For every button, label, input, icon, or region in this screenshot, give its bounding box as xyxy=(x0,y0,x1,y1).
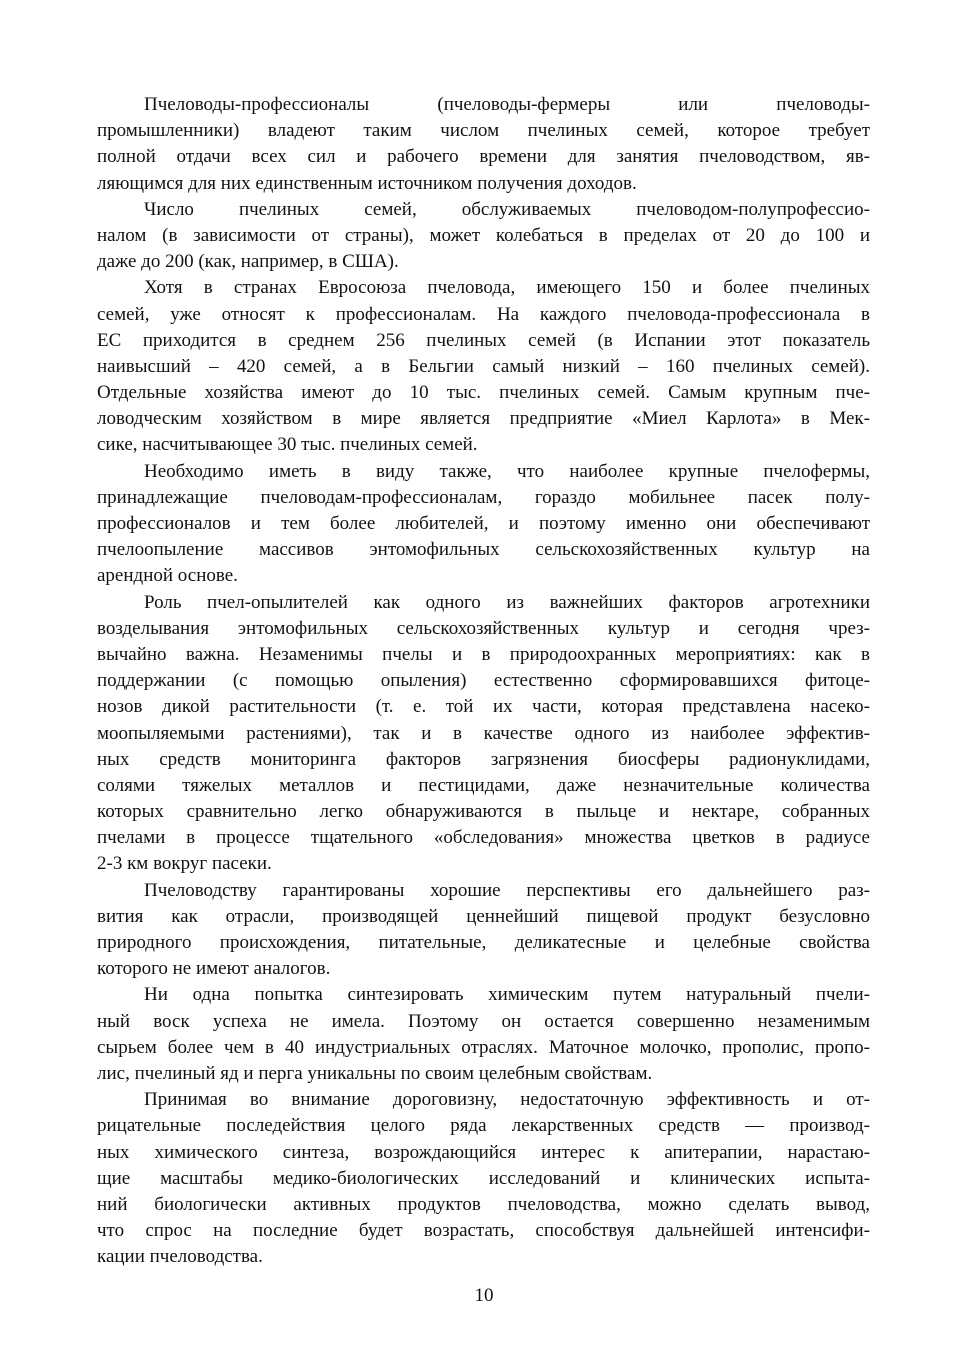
paragraph xyxy=(97,878,870,983)
paragraph xyxy=(97,92,870,197)
text-line: принадлежащие пчеловодам-профессионалам, гораздо мобильнее пасек полу- xyxy=(97,486,870,508)
text-line: Пчеловоды-профессионалы (пчеловоды-фермеры или пчеловоды- xyxy=(144,94,870,115)
text-line: профессионалов и тем более любителей, и поэтому именно они обеспечивают xyxy=(97,513,870,534)
text-line: лис, пчелиный яд и перга уникальны по своим целебным свойствам. xyxy=(97,1062,653,1084)
text-line: возделывания энтомофильных сельскохозяйственных культур и сегодня чрез- xyxy=(97,617,870,639)
text-line: вития как отрасли, производящей ценнейший пищевой продукт безусловно xyxy=(97,905,870,927)
body-text xyxy=(97,92,870,1270)
text-line: кации пчеловодства. xyxy=(97,1246,263,1268)
text-line: 2-3 км вокруг пасеки. xyxy=(97,853,272,875)
paragraph xyxy=(97,1087,870,1270)
paragraph xyxy=(97,590,870,878)
text-line: Отдельные хозяйства имеют до 10 тыс. пчелиных семей. Самым крупным пче- xyxy=(97,382,870,404)
paragraph xyxy=(97,197,870,276)
text-line: что спрос на последние будет возрастать, способствуя дальнейшей интенсифи- xyxy=(97,1220,870,1242)
text-line: арендной основе. xyxy=(97,565,238,587)
text-line: Ни одна попытка синтезировать химическим путем натуральный пчели- xyxy=(144,984,870,1006)
text-line: природного происхождения, питательные, деликатесные и целебные свойства xyxy=(97,932,870,953)
text-line: Принимая во внимание дороговизну, недостаточную эффективность и от- xyxy=(144,1089,870,1111)
text-line: ловодческим хозяйством в мире является предприятие «Миел Карлота» в Мек- xyxy=(97,408,870,430)
text-line: рицательные последействия целого ряда лекарственных средств — производ- xyxy=(97,1115,870,1137)
text-line: семей, уже относят к профессионалам. На каждого пчеловода-профессионала в xyxy=(97,303,870,325)
page-number: 10 xyxy=(474,1285,494,1306)
text-line: ный воск успеха не имела. Поэтому он остается совершенно незаменимым xyxy=(97,1010,870,1032)
text-line: Необходимо иметь в виду также, что наиболее крупные пчелофермы, xyxy=(144,460,870,482)
text-line: Хотя в странах Евросоюза пчеловода, имеющего 150 и более пчелиных xyxy=(144,277,870,299)
text-line: налом (в зависимости от страны), может колебаться в пределах от 20 до 100 и xyxy=(97,224,870,246)
text-line: полной отдачи всех сил и рабочего времени для занятия пчеловодством, яв- xyxy=(97,146,870,168)
text-line: Роль пчел-опылителей как одного из важнейших факторов агротехники xyxy=(144,591,870,613)
text-line: солями тяжелых металлов и пестицидами, даже незначительные количества xyxy=(97,774,870,796)
text-line: Пчеловодству гарантированы хорошие перспективы его дальнейшего раз- xyxy=(144,879,870,901)
text-line: поддержании (с помощью опыления) естественно сформировавшихся фитоце- xyxy=(97,670,870,692)
paragraph xyxy=(97,275,870,458)
text-line: ляющимся для них единственным источником получения доходов. xyxy=(97,172,637,194)
text-line: нозов дикой растительности (т. е. той их части, которая представлена насеко- xyxy=(97,696,870,718)
text-line: которых сравнительно легко обнаруживаются в пыльце и нектаре, собранных xyxy=(97,801,870,823)
text-line: ний биологически активных продуктов пчеловодства, можно сделать вывод, xyxy=(97,1193,870,1215)
text-line: ных средств мониторинга факторов загрязнения биосферы радионуклидами, xyxy=(97,748,870,770)
text-line: Число пчелиных семей, обслуживаемых пчеловодом-полупрофессио- xyxy=(144,198,870,220)
text-line: пчелоопыление массивов энтомофильных сельскохозяйственных культур на xyxy=(97,539,870,561)
text-line: щие масштабы медико-биологических исследований и клинических испыта- xyxy=(97,1167,870,1189)
text-line: моопыляемыми растениями), так и в качестве одного из наиболее эффектив- xyxy=(97,722,870,744)
text-line: ЕС приходится в среднем 256 пчелиных семей (в Испании этот показатель xyxy=(97,329,870,351)
text-line: пчелами в процессе тщательного «обследования» множества цветков в радиусе xyxy=(97,827,870,849)
text-line: которого не имеют аналогов. xyxy=(97,958,331,980)
text-line: вычайно важна. Незаменимы пчелы и в природоохранных мероприятиях: как в xyxy=(97,643,870,665)
text-line: ных химического синтеза, возрождающийся интерес к апитерапии, нарастаю- xyxy=(97,1141,870,1163)
text-line: наивысший – 420 семей, а в Бельгии самый низкий – 160 пчелиных семей). xyxy=(97,355,870,377)
paragraph xyxy=(97,459,870,590)
text-line: даже до 200 (как, например, в США). xyxy=(97,251,399,273)
text-line: сырьем более чем в 40 индустриальных отраслях. Маточное молочко, прополис, пропо- xyxy=(97,1036,870,1058)
text-line: сике, насчитывающее 30 тыс. пчелиных семей. xyxy=(97,434,478,456)
text-line: промышленники) владеют таким числом пчелиных семей, которое требует xyxy=(97,120,870,142)
paragraph xyxy=(97,982,870,1087)
